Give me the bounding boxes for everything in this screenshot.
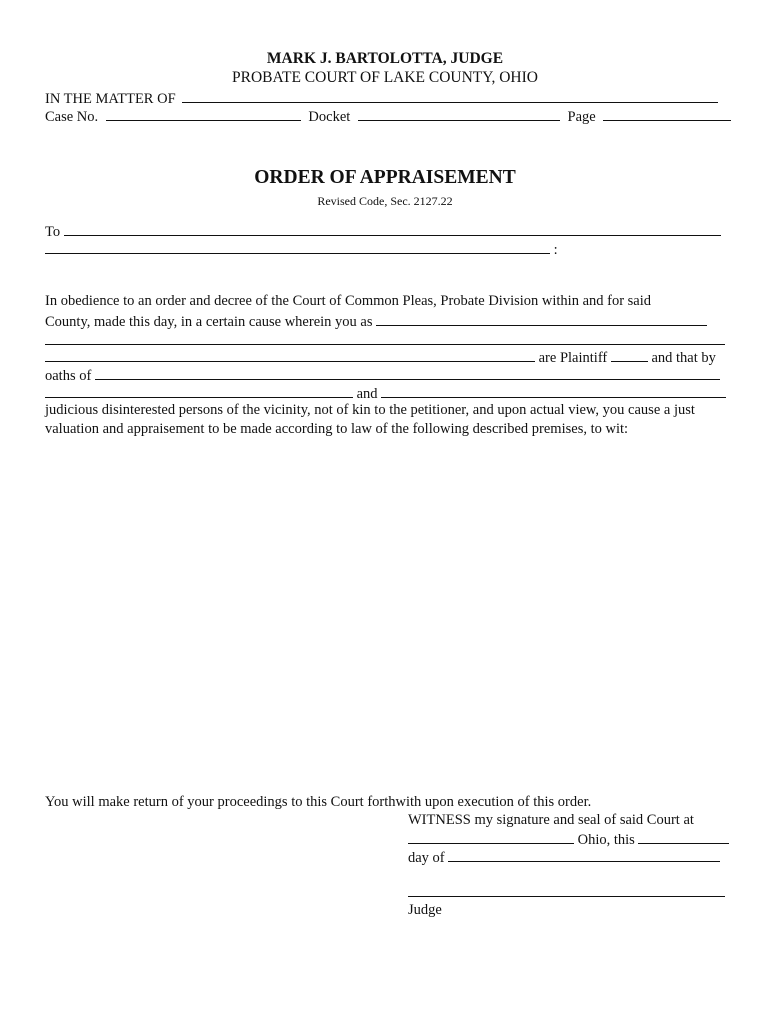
plaintiff-name-field[interactable] [45,348,535,362]
day-of-row [408,848,720,867]
witness-text: WITNESS my signature and seal of said Court at [408,812,694,828]
day-of-label: day of [408,850,445,866]
blank-line-1[interactable] [45,344,725,345]
return-text: You will make return of your proceedings to this Court forthwith upon execution of this order. [45,794,592,810]
to-label: To [45,224,61,240]
page-field[interactable] [603,107,731,121]
to-row-2 [45,240,558,259]
para1-line1: In obedience to an order and decree of the Court of Common Pleas, Probate Division within and for said [45,293,652,309]
para1-line2: County, made this day, in a certain cause wherein you as [45,314,373,330]
oaths-field[interactable] [95,366,720,380]
case-row [45,107,731,126]
matter-field[interactable] [182,89,718,103]
para2-line1: judicious disinterested persons of the vicinity, not of kin to the petitioner, and upon actual view, you cause a just [45,402,695,418]
and-row [45,384,726,403]
matter-label: IN THE MATTER OF [45,91,176,107]
and-that-by: and that by [651,350,716,366]
ohio-this: Ohio, this [577,832,635,848]
case-no-field[interactable] [106,107,301,121]
para2-line2: valuation and appraisement to be made according to law of the following described premises, to wit: [45,421,629,437]
month-year-field[interactable] [448,848,720,862]
judge-signature-line[interactable] [408,896,725,897]
appraiser-2-field[interactable] [381,384,726,398]
oaths-of-label: oaths of [45,368,92,384]
appraiser-1-field[interactable] [45,384,353,398]
docket-field[interactable] [358,107,560,121]
form-title: ORDER OF APPRAISEMENT [254,167,516,188]
witness-place-row [408,830,729,849]
place-field[interactable] [408,830,574,844]
to-field[interactable] [64,222,721,236]
and-label: and [356,386,378,402]
to-row [45,222,721,241]
to-colon: : [553,242,558,258]
plaintiff-row [45,348,716,367]
para1-line2-row [45,312,707,331]
case-no-label: Case No. [45,109,99,125]
oaths-row [45,366,720,385]
party-role-field[interactable] [376,312,707,326]
date-field[interactable] [638,830,729,844]
matter-row [45,89,718,108]
plaintiff-text: are Plaintiff [538,350,608,366]
revised-code: Revised Code, Sec. 2127.22 [317,194,453,208]
judge-label: Judge [408,902,442,918]
to-field-2[interactable] [45,240,550,254]
page-label: Page [567,109,596,125]
plaintiff-suffix-field[interactable] [611,348,648,362]
docket-label: Docket [308,109,351,125]
court-name: PROBATE COURT OF LAKE COUNTY, OHIO [232,69,538,86]
judge-name: MARK J. BARTOLOTTA, JUDGE [266,50,504,67]
